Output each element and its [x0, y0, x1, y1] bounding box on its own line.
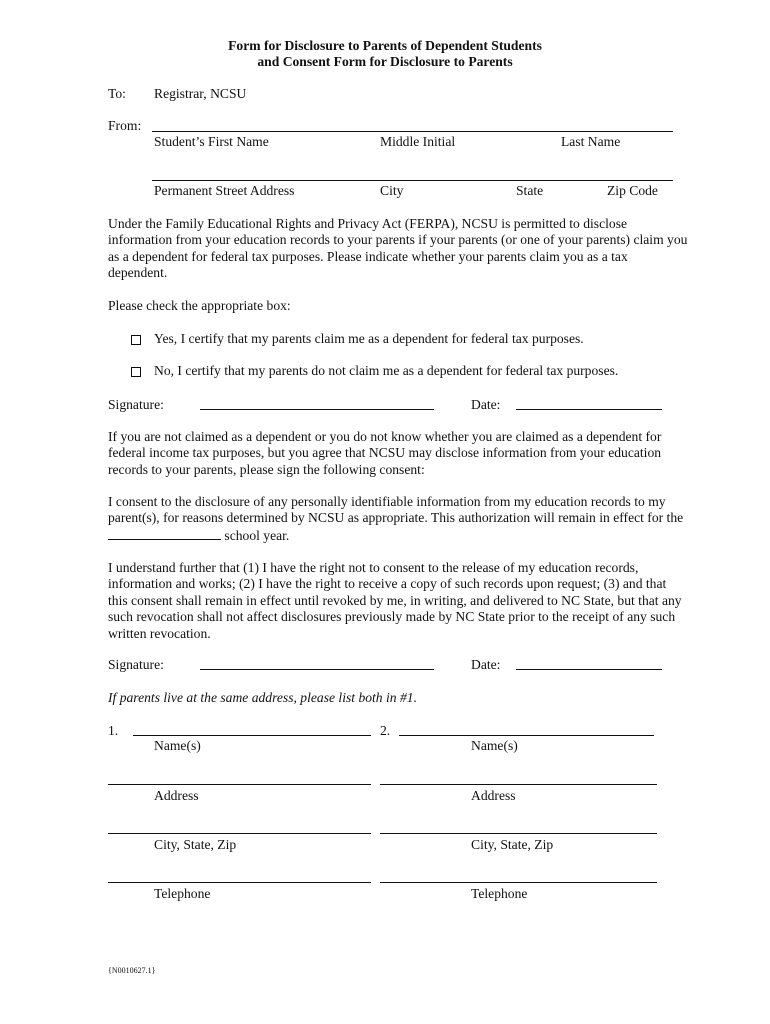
parent-1-address-caption: Address	[154, 788, 199, 803]
zip-code-caption: Zip Code	[607, 183, 658, 198]
last-name-caption: Last Name	[561, 134, 621, 149]
parent-1-names-line[interactable]	[133, 735, 371, 736]
school-year-blank[interactable]	[108, 527, 221, 540]
signature-label-2: Signature:	[108, 657, 164, 672]
parent-2-names-line[interactable]	[399, 735, 654, 736]
to-label: To:	[108, 86, 126, 101]
to-value: Registrar, NCSU	[154, 86, 247, 101]
city-caption: City	[380, 183, 404, 198]
parent-2-telephone-caption: Telephone	[471, 886, 528, 901]
middle-initial-caption: Middle Initial	[380, 134, 456, 149]
parent-1-number: 1.	[108, 723, 119, 738]
parent-2-names-caption: Name(s)	[471, 738, 518, 753]
parent-1-address-line[interactable]	[108, 784, 371, 785]
student-address-line[interactable]	[152, 180, 673, 181]
parent-2-city-state-zip-caption: City, State, Zip	[471, 837, 554, 852]
first-name-caption: Student’s First Name	[154, 134, 269, 149]
check-instruction: Please check the appropriate box:	[108, 298, 291, 313]
consent-text-end: school year.	[224, 527, 290, 543]
footer-document-code: {N0010627.1}	[108, 966, 156, 975]
signature-line-2[interactable]	[200, 669, 434, 670]
parent-2-telephone-line[interactable]	[380, 882, 657, 883]
state-caption: State	[516, 183, 544, 198]
signature-line-1[interactable]	[200, 409, 434, 410]
date-line-1[interactable]	[516, 409, 662, 410]
form-title-line-1: Form for Disclosure to Parents of Dependent Students	[228, 38, 542, 53]
no-option-label: No, I certify that my parents do not claim me as a dependent for federal tax purposes.	[154, 363, 619, 378]
parent-2-city-state-zip-line[interactable]	[380, 833, 657, 834]
parent-2-number: 2.	[380, 723, 391, 738]
date-label-2: Date:	[471, 657, 501, 672]
parent-1-city-state-zip-caption: City, State, Zip	[154, 837, 237, 852]
not-claimed-paragraph: If you are not claimed as a dependent or you do not know whether you are claimed as a dependent for federal income tax purposes, but you agree that NCSU may disclose information from your education records to your parents, please sign the following consent:	[108, 429, 662, 477]
parent-1-city-state-zip-line[interactable]	[108, 833, 371, 834]
no-checkbox[interactable]	[131, 367, 141, 377]
date-label-1: Date:	[471, 397, 501, 412]
consent-paragraph	[108, 494, 688, 544]
parent-1-names-caption: Name(s)	[154, 738, 201, 753]
signature-label-1: Signature:	[108, 397, 164, 412]
student-name-line[interactable]	[152, 131, 673, 132]
form-title-line-2: and Consent Form for Disclosure to Parents	[257, 54, 513, 69]
from-label: From:	[108, 118, 142, 133]
understand-paragraph: I understand further that (1) I have the right not to consent to the release of my education records, information and works; (2) I have the right to receive a copy of such records upon request; (3) and that this consent shall remain in effect until revoked by me, in writing, and delivered to NC State, but that any such revocation shall not affect disclosures previously made by NC State prior to the receipt of any such written revocation.	[108, 560, 682, 641]
date-line-2[interactable]	[516, 669, 662, 670]
parents-note: If parents live at the same address, please list both in #1.	[108, 690, 417, 705]
parent-2-address-caption: Address	[471, 788, 516, 803]
consent-text: I consent to the disclosure of any personally identifiable information from my education records to my parent(s), for reasons determined by NCSU as appropriate. This authorization will remain in effect for the	[108, 494, 684, 526]
yes-checkbox[interactable]	[131, 335, 141, 345]
parent-1-telephone-caption: Telephone	[154, 886, 211, 901]
parent-1-telephone-line[interactable]	[108, 882, 371, 883]
yes-option-label: Yes, I certify that my parents claim me as a dependent for federal tax purposes.	[154, 331, 584, 346]
ferpa-paragraph: Under the Family Educational Rights and Privacy Act (FERPA), NCSU is permitted to disclose information from your education records to your parents if your parents (or one of your parents) claim you as a dependent for federal tax purposes. Please indicate whether your parents claim you as a tax dependent.	[108, 216, 688, 281]
street-address-caption: Permanent Street Address	[154, 183, 295, 198]
parent-2-address-line[interactable]	[380, 784, 657, 785]
